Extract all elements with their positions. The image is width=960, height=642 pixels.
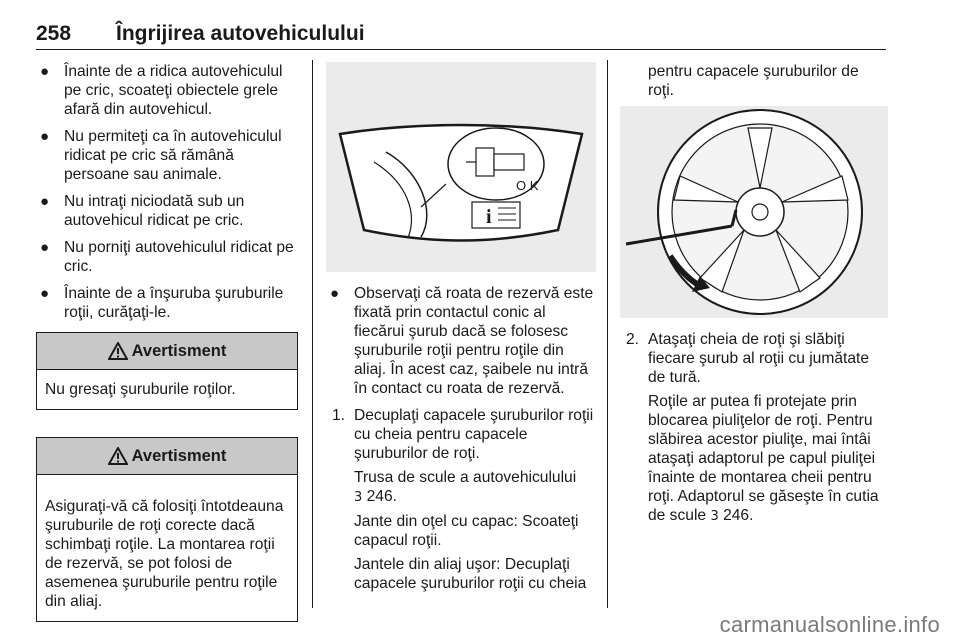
warning-triangle-icon	[108, 342, 128, 360]
list-item: ● Observaţi că roata de rezervă este fixată prin contactul conic al fiecărui şurub dacă se folosesc şuruburile roţii pentru roţile din aliaj. În acest caz, şaibele nu intră în contact cu roata de rezervă.	[330, 285, 594, 397]
list-item: ● Nu intraţi niciodată sub un autovehicul ridicat pe cric.	[40, 193, 245, 229]
column-3	[620, 62, 888, 532]
safety-bullet-list	[36, 62, 298, 322]
list-item: ● Nu porniţi autovehiculul ridicat pe cric.	[40, 239, 294, 275]
warning-text: Asiguraţi-vă că folosiţi întotdeauna şuruburile de roţi corecte dacă schimbaţi roţile. La montarea roţii de rezervă, se pot folosi de asemenea şuruburile pentru roţile din aliaj.	[45, 498, 284, 610]
warning-triangle-icon	[108, 447, 128, 465]
warning-box-2	[36, 437, 298, 622]
warning-header	[37, 333, 297, 370]
page-reference-icon[interactable]: 3	[710, 509, 719, 524]
warning-box-1	[36, 332, 298, 410]
warning-title: Avertisment	[131, 341, 227, 360]
continued-text: pentru capacele şuruburilor de roţi.	[648, 63, 859, 99]
column-2	[326, 62, 596, 599]
warning-title: Avertisment	[131, 446, 227, 465]
wheel-bolt-illustration	[326, 62, 596, 272]
list-item: ● Înainte de a ridica autovehiculul pe cric, scoateţi obiectele grele afară din autovehicul.	[40, 63, 283, 118]
svg-text:i: i	[486, 206, 492, 228]
wheel-bolt-drawing	[326, 62, 596, 272]
figure-label: O K	[516, 178, 539, 193]
list-item: ● Înainte de a înşuruba şuruburile roţii, curăţaţi-le.	[40, 285, 284, 321]
wheel-wrench-drawing	[620, 106, 888, 318]
page-reference-icon[interactable]: 3	[354, 490, 363, 505]
spare-wheel-bullet-list	[326, 284, 596, 398]
page-header	[36, 22, 886, 50]
column-divider-1	[312, 60, 313, 608]
step-1: 1. Decuplaţi capacele şuruburilor roţii cu cheia pentru capacele şuruburilor de roţi. Trusa de scule a autovehiculului 3 246. Jante din oţel cu capac: Scoateţi capacul roţii. Jantele din aliaj uşor: Decuplaţi capacele şuruburilor roţii cu cheia	[332, 407, 594, 592]
page-title: Îngrijirea autovehiculului	[116, 22, 365, 45]
list-item: ● Nu permiteţi ca în autovehiculul ridicat pe cric să rămână persoane sau animale.	[40, 128, 282, 183]
wheel-wrench-illustration	[620, 106, 888, 318]
steps-list	[326, 406, 596, 593]
info-icon	[472, 202, 520, 228]
step-2: 2. Ataşaţi cheia de roţi şi slăbiţi fiecare şurub al roţii cu jumătate de tură. Roţile ar putea fi protejate prin blocarea piuliţelor de roţi. Pentru slăbirea acestor piuliţe, mai întâi ataşaţi adaptorul pe capul piuliţei înainte de montarea cheii pentru roţi. Adaptorul se găseşte în cutia de scule 3 246.	[626, 331, 879, 524]
warning-text: Nu gresaţi şuruburile roţilor.	[45, 381, 236, 398]
page-number: 258	[36, 22, 72, 45]
watermark: carmanualsonline.info	[719, 612, 940, 637]
warning-header	[37, 438, 297, 475]
column-divider-2	[607, 60, 608, 608]
column-1	[36, 62, 298, 622]
steps-list	[620, 330, 888, 526]
